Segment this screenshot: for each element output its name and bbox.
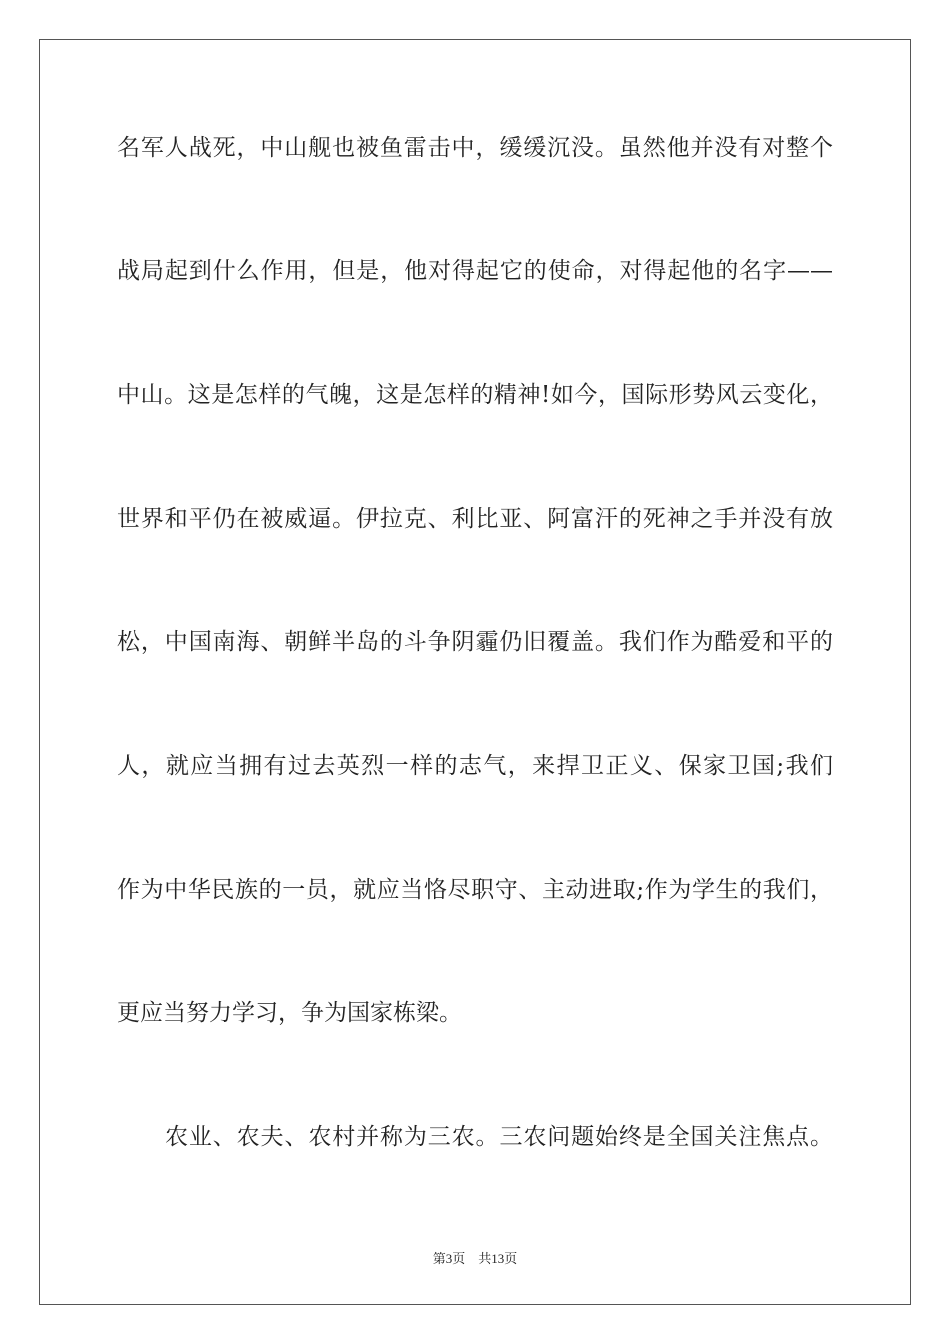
body-text-line: 作为中华民族的一员，就应当恪尽职守、主动进取;作为学生的我们， [117,877,833,903]
body-text-line: 中山。这是怎样的气魄，这是怎样的精神!如今，国际形势风云变化， [117,382,833,408]
page-border [39,39,911,1305]
body-text-line: 名军人战死，中山舰也被鱼雷击中，缓缓沉没。虽然他并没有对整个 [117,135,833,161]
body-text-line: 人，就应当拥有过去英烈一样的志气，来捍卫正义、保家卫国;我们 [117,753,833,779]
page-number-footer: 第3页 共13页 [432,1251,518,1266]
body-text-line: 更应当努力学习，争为国家栋梁。 [117,1000,462,1026]
paragraph-first-line: 农业、农夫、农村并称为三农。三农问题始终是全国关注焦点。 [165,1124,833,1150]
body-text-line: 松，中国南海、朝鲜半岛的斗争阴霾仍旧覆盖。我们作为酷爱和平的 [117,629,833,655]
body-text-line: 世界和平仍在被威逼。伊拉克、利比亚、阿富汗的死神之手并没有放 [117,506,833,532]
body-text-line: 战局起到什么作用，但是，他对得起它的使命，对得起他的名字—— [117,258,833,284]
